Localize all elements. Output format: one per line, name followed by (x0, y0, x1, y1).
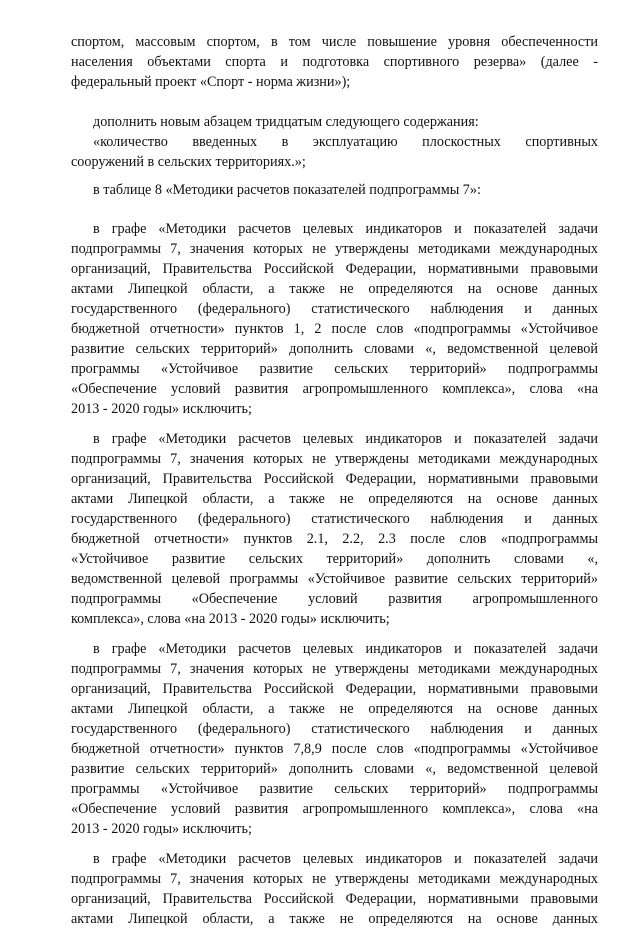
text-line: актами Липецкой области, а также не определяются на основе данных (71, 281, 598, 297)
text-line: в графе «Методики расчетов целевых индикаторов и показателей задачи (93, 641, 598, 657)
text-line: «Обеспечение условий развития агропромышленного комплекса», слова «на (71, 381, 598, 397)
text-line: бюджетной отчетности» пунктов 1, 2 после слов «подпрограммы «Устойчивое (71, 321, 598, 337)
text-line: федеральный проект «Спорт - норма жизни»); (71, 74, 351, 90)
text-line: организаций, Правительства Российской Федерации, нормативными правовыми (71, 891, 598, 907)
text-line: организаций, Правительства Российской Федерации, нормативными правовыми (71, 471, 598, 487)
text-line: подпрограммы 7, значения которых не утверждены методиками международных (71, 661, 598, 677)
text-line: государственного (федерального) статистического наблюдения и данных (71, 721, 598, 737)
text-line: программы «Устойчивое развитие сельских территорий» подпрограммы (71, 781, 598, 797)
text-line: государственного (федерального) статистического наблюдения и данных (71, 301, 598, 317)
text-line: 2013 - 2020 годы» исключить; (71, 821, 252, 837)
text-line: актами Липецкой области, а также не определяются на основе данных (71, 701, 598, 717)
text-line: подпрограммы 7, значения которых не утверждены методиками международных (71, 871, 598, 887)
text-line: в графе «Методики расчетов целевых индикаторов и показателей задачи (93, 851, 598, 867)
text-line: программы «Устойчивое развитие сельских территорий» подпрограммы (71, 361, 598, 377)
text-line: развитие сельских территорий» дополнить словами «, ведомственной целевой (71, 761, 598, 777)
text-line: населения объектами спорта и подготовка спортивного резерва» (далее - (71, 54, 598, 70)
text-line: бюджетной отчетности» пунктов 7,8,9 после слов «подпрограммы «Устойчивое (71, 741, 598, 757)
text-line: актами Липецкой области, а также не определяются на основе данных (71, 491, 598, 507)
text-line: бюджетной отчетности» пунктов 2.1, 2.2, 2.3 после слов «подпрограммы (71, 531, 598, 547)
text-line: в графе «Методики расчетов целевых индикаторов и показателей задачи (93, 431, 598, 447)
text-line: развитие сельских территорий» дополнить словами «, ведомственной целевой (71, 341, 598, 357)
text-line: сооружений в сельских территориях.»; (71, 154, 306, 170)
text-line: подпрограммы 7, значения которых не утверждены методиками международных (71, 241, 598, 257)
text-line: государственного (федерального) статистического наблюдения и данных (71, 511, 598, 527)
text-line: подпрограммы 7, значения которых не утверждены методиками международных (71, 451, 598, 467)
text-line: дополнить новым абзацем тридцатым следующего содержания: (93, 114, 479, 130)
text-line: «количество введенных в эксплуатацию плоскостных спортивных (93, 134, 598, 150)
text-line: в таблице 8 «Методики расчетов показателей подпрограммы 7»: (93, 182, 481, 198)
text-line: организаций, Правительства Российской Федерации, нормативными правовыми (71, 261, 598, 277)
text-line: подпрограммы «Обеспечение условий развития агропромышленного (71, 591, 598, 607)
text-line: 2013 - 2020 годы» исключить; (71, 401, 252, 417)
text-line: актами Липецкой области, а также не определяются на основе данных (71, 911, 598, 927)
text-line: организаций, Правительства Российской Федерации, нормативными правовыми (71, 681, 598, 697)
text-line: спортом, массовым спортом, в том числе повышение уровня обеспеченности (71, 34, 598, 50)
text-line: комплекса», слова «на 2013 - 2020 годы» исключить; (71, 611, 390, 627)
text-line: «Устойчивое развитие сельских территорий» дополнить словами «, (71, 551, 598, 567)
text-line: «Обеспечение условий развития агропромышленного комплекса», слова «на (71, 801, 598, 817)
text-line: ведомственной целевой программы «Устойчивое развитие сельских территорий» (71, 571, 598, 587)
text-line: в графе «Методики расчетов целевых индикаторов и показателей задачи (93, 221, 598, 237)
